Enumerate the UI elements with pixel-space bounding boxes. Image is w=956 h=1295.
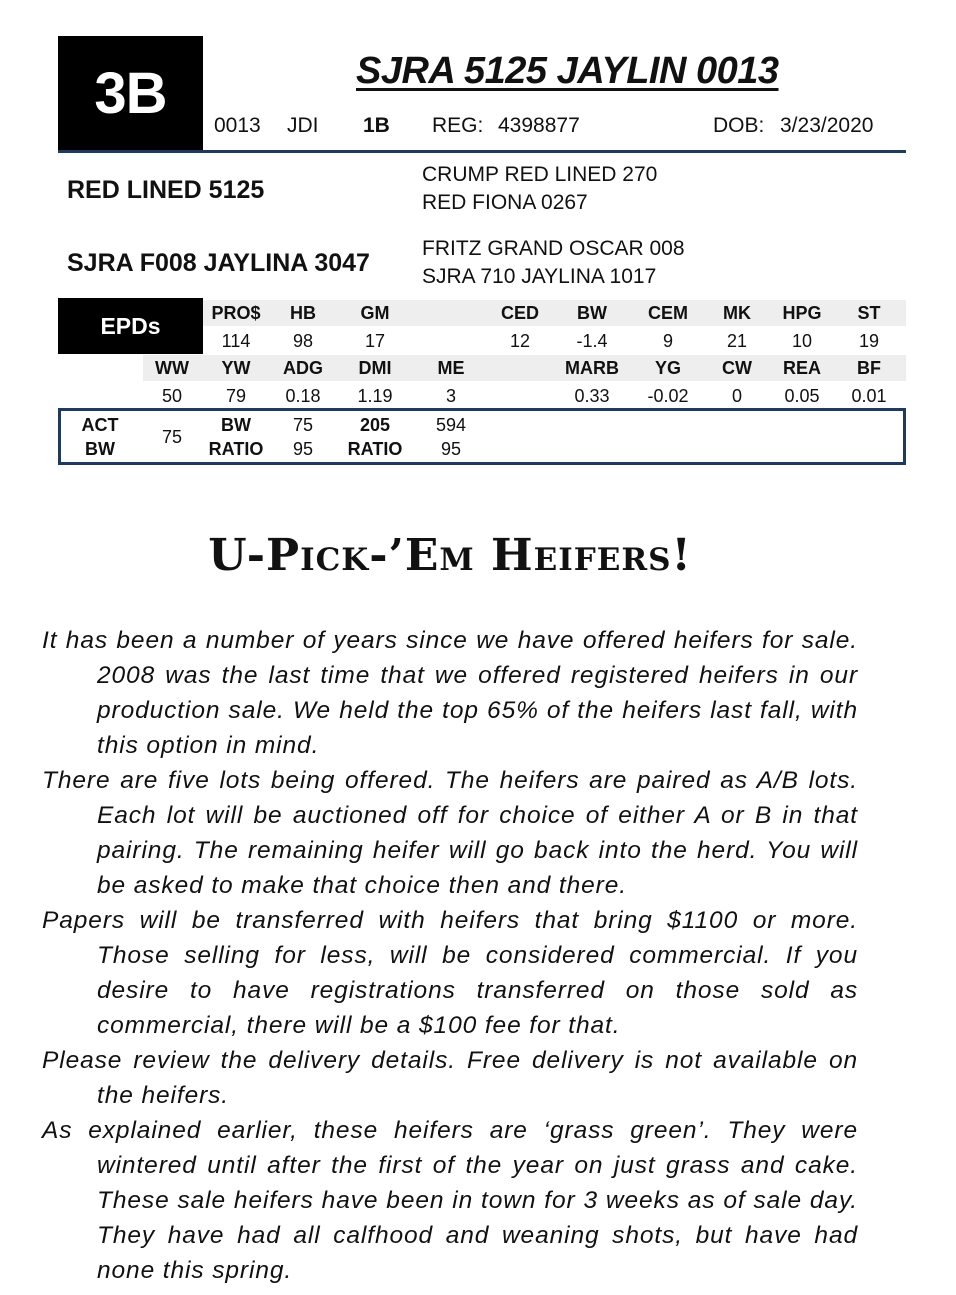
epds-label: EPDs	[58, 298, 203, 354]
sire-sire: CRUMP RED LINED 270	[422, 163, 658, 186]
w205-label-2: RATIO	[347, 439, 403, 459]
epd-value: 1.19	[357, 386, 393, 406]
epd-value: -0.02	[647, 386, 689, 406]
epd-header: WW	[155, 358, 189, 378]
dam-dam: SJRA 710 JAYLINA 1017	[422, 265, 657, 288]
epd-header: BF	[857, 358, 881, 378]
epd-header: YW	[221, 358, 251, 378]
section-heading: U-Pick-’Em Heifers!	[208, 530, 692, 581]
epd-value: 21	[726, 331, 748, 351]
tag-number: 0013	[214, 114, 261, 137]
epd-header: HPG	[782, 303, 822, 323]
epd-header: PRO$	[211, 303, 261, 323]
epd-value: 19	[858, 331, 880, 351]
dob-label: DOB:	[713, 114, 765, 137]
epd-header: ADG	[283, 358, 323, 378]
epd-header: ME	[437, 358, 465, 378]
epd-value: -1.4	[576, 331, 608, 351]
dam-sire: FRITZ GRAND OSCAR 008	[422, 237, 685, 260]
bw-actual: 75	[292, 415, 314, 435]
epd-value: 50	[161, 386, 183, 406]
epd-value: 0.05	[784, 386, 820, 406]
bw-label-1: BW	[221, 415, 251, 435]
sire-dam: RED FIONA 0267	[422, 191, 588, 214]
dob-value: 3/23/2020	[780, 114, 874, 137]
epd-header: MK	[723, 303, 751, 323]
lot-number: 3B	[58, 36, 203, 151]
act-label-1: ACT	[81, 415, 119, 435]
epd-header: CED	[500, 303, 539, 323]
animal-name: SJRA 5125 JAYLIN 0013	[356, 50, 779, 92]
epd-value: 98	[292, 331, 314, 351]
epd-value: 12	[509, 331, 531, 351]
paragraph-intro: It has been a number of years since we have offered heifers for sale. 2008 was the last time that we offered registered heifers in our production sale. We held the top 65% of the heifers last fall, with this option in mind.	[42, 627, 858, 759]
tattoo: JDI	[287, 114, 319, 137]
epd-value: 79	[225, 386, 247, 406]
bw-ratio: 95	[292, 439, 314, 459]
w205-actual: 594	[435, 415, 467, 435]
epd-header: BW	[577, 303, 607, 323]
paragraph-grass-green: As explained earlier, these heifers are ‘grass green’. They were wintered until after the first of the year on just grass and cake. These sale heifers have been in town for 3 weeks as of sale day. They have had all calfhood and weaning shots, but have had none this spring.	[42, 1117, 858, 1284]
epd-value: 0.01	[851, 386, 887, 406]
paragraph-papers: Papers will be transferred with heifers that bring $1100 or more. Those selling for less, will be considered commercial. If you desire to have registrations transferred on those sold as commercial, there will be a $100 fee for that.	[42, 907, 858, 1039]
act-label-2: BW	[85, 439, 115, 459]
reg-number: 4398877	[498, 114, 580, 137]
paragraph-delivery: Please review the delivery details. Free delivery is not available on the heifers.	[42, 1047, 858, 1109]
sire-name: RED LINED 5125	[67, 176, 265, 204]
epd-value: 0.33	[574, 386, 610, 406]
bw-label-2: RATIO	[208, 439, 264, 459]
epd-header: REA	[782, 358, 821, 378]
w205-label-1: 205	[359, 415, 391, 435]
act-bw-value: 75	[161, 427, 183, 447]
epd-value: 0.18	[285, 386, 321, 406]
epd-value: 9	[662, 331, 673, 351]
reg-label: REG:	[432, 114, 484, 137]
epd-header: ST	[857, 303, 881, 323]
epd-value: 10	[791, 331, 813, 351]
epd-header: GM	[360, 303, 390, 323]
w205-ratio: 95	[440, 439, 462, 459]
epd-value: 114	[221, 331, 251, 351]
dam-name: SJRA F008 JAYLINA 3047	[67, 249, 370, 277]
header-divider	[58, 150, 906, 153]
epd-value: 17	[364, 331, 386, 351]
epd-header: YG	[654, 358, 681, 378]
epd-header: CW	[722, 358, 752, 378]
epd-value: 3	[445, 386, 456, 406]
lot-reference: 1B	[363, 114, 390, 137]
epd-value: 0	[731, 386, 742, 406]
epd-header: CEM	[648, 303, 688, 323]
paragraph-lots: There are five lots being offered. The heifers are paired as A/B lots. Each lot will be auctioned off for choice of either A or B in that pairing. The remaining heifer will go back into the herd. You will be asked to make that choice then and there.	[42, 767, 858, 899]
epd-header: DMI	[358, 358, 392, 378]
epd-header: HB	[290, 303, 316, 323]
epd-header: MARB	[565, 358, 619, 378]
